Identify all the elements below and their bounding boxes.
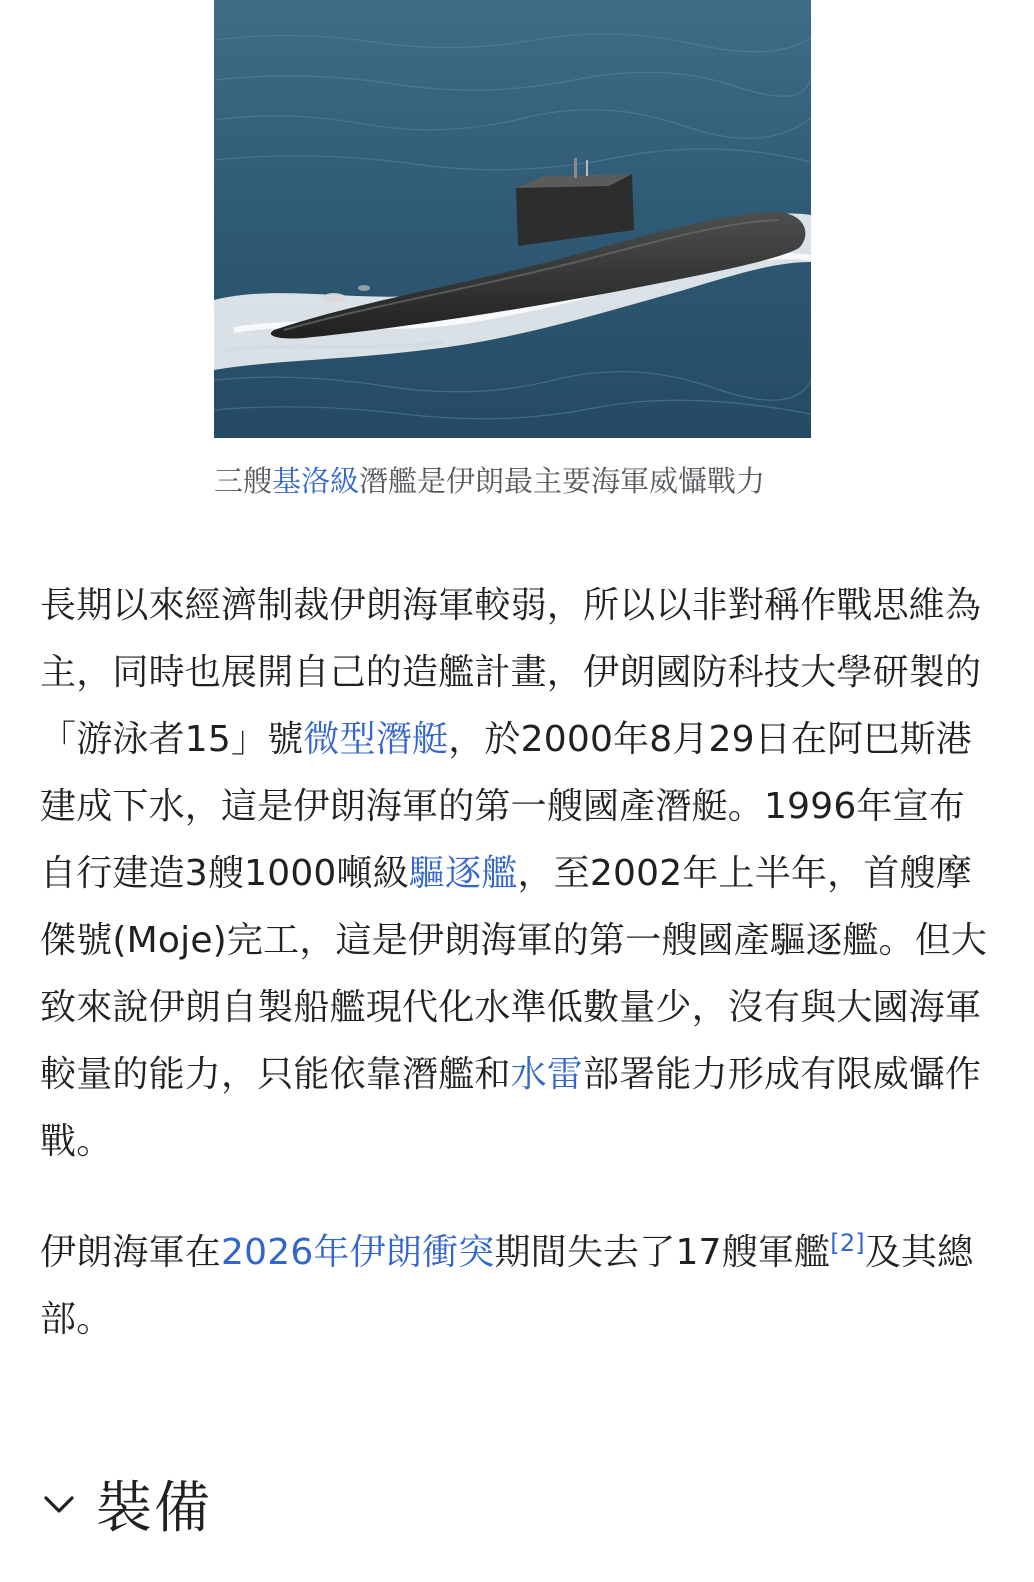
paragraph1-text-1: 長期以來經濟制裁伊朗海軍較弱，所以以非對稱作戰思維為主，同時也展開自己的造艦計畫，伊朗國防科技大學研製的「游泳者15」號	[40, 585, 982, 760]
link-destroyer[interactable]: 驅逐艦	[408, 853, 518, 894]
reference-superscript	[830, 1229, 865, 1257]
section-title: 裝備	[96, 1476, 212, 1541]
paragraph2-text-2: 期間失去了17艘軍艦	[494, 1232, 831, 1273]
chevron-down-icon	[40, 1485, 78, 1523]
paragraph1-text-3: ，至2002年上半年，首艘摩傑號(Moje)完工，這是伊朗海軍的第一艘國產驅逐艦。但大致來說伊朗自製船艦現代化水準低數量少，沒有與大國海軍較量的能力，只能依靠潛艦和	[40, 853, 988, 1095]
section-toggle-equipment[interactable]	[40, 1462, 212, 1546]
caption-suffix: 潛艦是伊朗最主要海軍威懾戰力	[359, 464, 766, 498]
paragraph-2026-conflict	[40, 1219, 1000, 1353]
link-naval-mine[interactable]: 水雷	[510, 1054, 584, 1095]
link-kilo-class[interactable]: 基洛級	[272, 464, 360, 498]
paragraph1-text-2: ，於2000年8月29日在阿巴斯港建成下水，這是伊朗海軍的第一艘國產潛艇。1996年宣布自行建造3艘1000噸級	[40, 719, 972, 894]
reference-link-2[interactable]: [2]	[830, 1229, 865, 1257]
paragraph2-text-3: 及其總部。	[40, 1232, 974, 1340]
submarine-photo[interactable]	[214, 0, 811, 438]
link-2026-iran-conflict[interactable]: 2026年伊朗衝突	[221, 1232, 495, 1273]
paragraph-navy-history	[40, 572, 1000, 1175]
image-caption	[214, 458, 814, 504]
paragraph2-text-1: 伊朗海軍在	[40, 1232, 222, 1273]
caption-prefix: 三艘	[214, 464, 273, 498]
article-body	[40, 572, 1000, 1353]
link-midget-submarine[interactable]: 微型潛艇	[303, 719, 449, 760]
paragraph1-text-4: 部署能力形成有限威懾作戰。	[40, 1054, 982, 1162]
figure	[214, 0, 811, 504]
